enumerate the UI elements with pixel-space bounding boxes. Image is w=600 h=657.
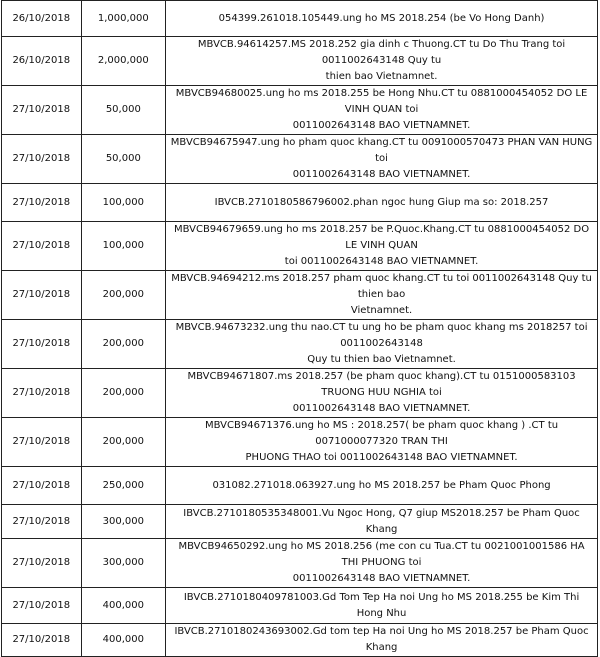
description-cell — [166, 1, 598, 37]
description-line: Quy tu thien bao Vietnamnet. — [307, 354, 456, 365]
amount-cell: 200,000 — [81, 271, 166, 320]
description-line: IBVCB.2710180409781003.Gd Tom Tep Ha noi Ung ho MS 2018.255 be Kim Thi Hong Nhu — [183, 591, 580, 619]
description-line: 0011002643148 BAO VIETNAMNET. — [292, 573, 471, 584]
amount-cell: 400,000 — [81, 588, 166, 624]
date-cell: 27/10/2018 — [2, 369, 82, 418]
description-line: MBVCB.94614257.MS 2018.252 gia dinh c Thuong.CT tu Do Thu Trang toi 0011002643148 Quy tu — [197, 39, 566, 66]
description-line: toi 0011002643148 BAO VIETNAMNET. — [284, 256, 479, 267]
description-cell — [166, 37, 598, 86]
description-line: 0011002643148 BAO VIETNAMNET. — [292, 120, 471, 131]
amount-cell: 250,000 — [81, 467, 166, 505]
table-row — [2, 467, 598, 505]
description-line: MBVCB.94694212.ms 2018.257 pham quoc khang.CT tu toi 0011002643148 Quy tu thien bao — [171, 273, 592, 300]
date-cell: 26/10/2018 — [2, 1, 82, 37]
description-line: MBVCB94680025.ung ho ms 2018.255 be Hong Nhu.CT tu 0881000454052 DO LE VINH QUAN toi — [175, 88, 588, 115]
description-line: thien bao Vietnamnet. — [325, 71, 438, 82]
amount-cell: 200,000 — [81, 369, 166, 418]
table-row — [2, 320, 598, 369]
donation-table — [1, 0, 598, 657]
description-cell — [166, 588, 598, 624]
table-row — [2, 184, 598, 222]
description-cell — [166, 271, 598, 320]
amount-cell: 100,000 — [81, 184, 166, 222]
date-cell: 27/10/2018 — [2, 588, 82, 624]
description-cell — [166, 624, 598, 657]
description-line: IBVCB.2710180243693002.Gd tom tep Ha noi Ung ho MS 2018.257 be Pham Quoc Khang — [174, 626, 589, 653]
description-cell — [166, 369, 598, 418]
description-line: 031082.271018.063927.ung ho MS 2018.257 be Pham Quoc Phong — [212, 479, 551, 491]
description-line: 0011002643148 BAO VIETNAMNET. — [292, 169, 471, 180]
description-cell — [166, 320, 598, 369]
amount-cell: 50,000 — [81, 86, 166, 135]
description-line: MBVCB.94673232.ung thu nao.CT tu ung ho be pham quoc khang ms 2018257 toi 0011002643148 — [175, 322, 588, 349]
date-cell: 27/10/2018 — [2, 505, 82, 539]
amount-cell: 300,000 — [81, 539, 166, 588]
date-cell: 27/10/2018 — [2, 467, 82, 505]
date-cell: 27/10/2018 — [2, 271, 82, 320]
amount-cell: 400,000 — [81, 624, 166, 657]
date-cell: 27/10/2018 — [2, 184, 82, 222]
description-cell — [166, 184, 598, 222]
table-row — [2, 369, 598, 418]
description-line: Vietnamnet. — [350, 305, 413, 316]
table-row — [2, 418, 598, 467]
table-row — [2, 588, 598, 624]
date-cell: 27/10/2018 — [2, 320, 82, 369]
amount-cell: 1,000,000 — [81, 1, 166, 37]
table-row — [2, 222, 598, 271]
table-body — [2, 1, 598, 657]
description-line: MBVCB94671807.ms 2018.257 (be pham quoc khang).CT tu 0151000583103 TRUONG HUU NGHIA toi — [187, 371, 576, 398]
date-cell: 27/10/2018 — [2, 418, 82, 467]
description-cell — [166, 539, 598, 588]
description-line: IBVCB.2710180586796002.phan ngoc hung Giup ma so: 2018.257 — [214, 196, 549, 208]
amount-cell: 50,000 — [81, 135, 166, 184]
date-cell: 27/10/2018 — [2, 539, 82, 588]
date-cell: 27/10/2018 — [2, 222, 82, 271]
description-line: 0011002643148 BAO VIETNAMNET. — [292, 403, 471, 414]
description-line: MBVCB94679659.ung ho ms 2018.257 be P.Quoc.Khang.CT tu 0881000454052 DO LE VINH QUAN — [173, 224, 590, 251]
description-cell — [166, 505, 598, 539]
description-line: 054399.261018.105449.ung ho MS 2018.254 (be Vo Hong Danh) — [218, 12, 545, 24]
description-line: MBVCB94675947.ung ho pham quoc khang.CT tu 0091000570473 PHAN VAN HUNG toi — [170, 137, 593, 164]
amount-cell: 200,000 — [81, 320, 166, 369]
table-row — [2, 37, 598, 86]
amount-cell: 300,000 — [81, 505, 166, 539]
date-cell: 26/10/2018 — [2, 37, 82, 86]
table-row — [2, 135, 598, 184]
amount-cell: 200,000 — [81, 418, 166, 467]
description-cell — [166, 135, 598, 184]
amount-cell: 100,000 — [81, 222, 166, 271]
description-line: PHUONG THAO toi 0011002643148 BAO VIETNAMNET. — [245, 452, 518, 463]
date-cell: 27/10/2018 — [2, 135, 82, 184]
table-row — [2, 539, 598, 588]
amount-cell: 2,000,000 — [81, 37, 166, 86]
date-cell: 27/10/2018 — [2, 86, 82, 135]
description-line: IBVCB.2710180535348001.Vu Ngoc Hong, Q7 giup MS2018.257 be Pham Quoc Khang — [183, 507, 580, 535]
table-row — [2, 271, 598, 320]
table-row — [2, 86, 598, 135]
description-cell — [166, 418, 598, 467]
description-line: MBVCB94671376.ung ho MS : 2018.257( be pham quoc khang ) .CT tu 0071000077320 TRAN THI — [205, 420, 559, 447]
description-cell — [166, 86, 598, 135]
description-cell — [166, 222, 598, 271]
description-line: MBVCB94650292.ung ho MS 2018.256 (me con cu Tua.CT tu 0021001001586 HA THI PHUONG toi — [178, 541, 585, 568]
table-row — [2, 1, 598, 37]
description-cell — [166, 467, 598, 505]
date-cell: 27/10/2018 — [2, 624, 82, 657]
table-row — [2, 505, 598, 539]
table-row — [2, 624, 598, 657]
